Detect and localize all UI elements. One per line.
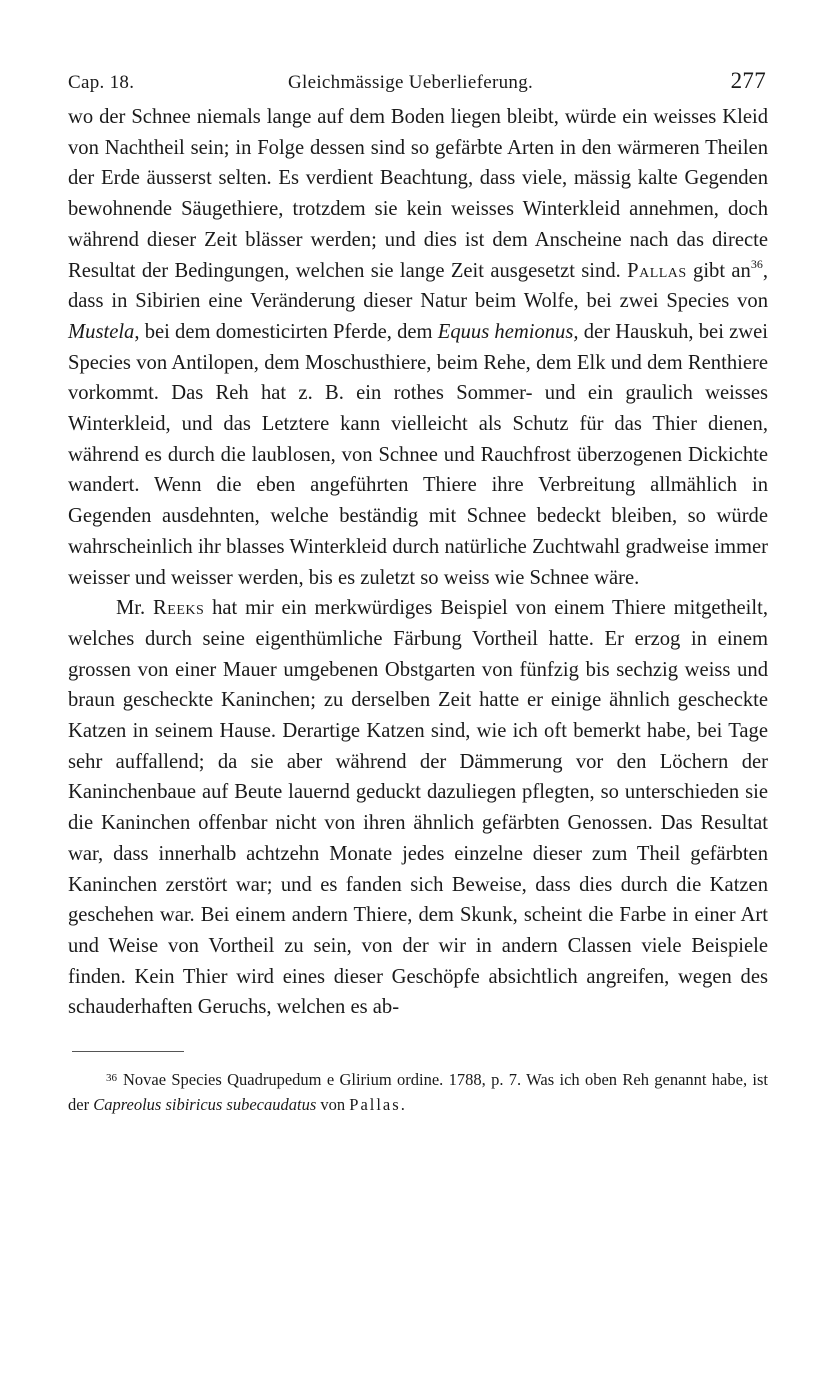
para1-text-2: gibt an	[686, 259, 751, 282]
page-number: 277	[730, 68, 766, 93]
footnote-text-2: von	[316, 1095, 350, 1115]
footnote-ref[interactable]: 36	[750, 256, 763, 271]
footnote-author: Pallas	[349, 1095, 401, 1115]
footnote-text-1: Novae Species Quadrupedum e Glirium ordine. 1788, p. 7. Was ich oben Reh genannt habe, ist der	[68, 1070, 768, 1115]
book-page	[68, 68, 768, 1117]
footnote	[68, 1066, 768, 1117]
para1-text-4: , bei dem domesticirten Pferde, dem	[134, 320, 438, 343]
paragraph-2	[68, 593, 768, 1023]
footnote-divider	[72, 1051, 184, 1052]
footnote-number: 36	[106, 1072, 117, 1085]
para2-text-2: hat mir ein merkwürdiges Beispiel von einem Thiere mitgetheilt, welches durch seine eigenthümliche Färbung Vortheil hatte. Er erzog in einem grossen von einer Mauer umgebenen Obstgarten von fünfzig bis sechzig weiss und braun gescheckte Kaninchen; zu derselben Zeit hatte er einige ähnlich gescheckte Katzen in seinem Hause. Derartige Katzen sind, wie ich oft bemerkt habe, bei Tage sehr auffallend; da sie aber während der Dämmerung vor den Löchern der Kaninchenbaue auf Beute lauernd geduckt dazuliegen pflegten, so unterschieden sie die Kaninchen offenbar nicht von ihren ähnlich gefärbten Genossen. Das Resultat war, dass innerhalb achtzehn Monate jedes einzelne dieser zum Theil gefärbten Kaninchen zerstört war; und es fanden sich Beweise, dass dies durch die Katzen geschehen war. Bei einem andern Thiere, dem Skunk, scheint die Farbe in einer Art und Weise von Vortheil zu sein, von der wir in andern Classen viele Beispiele finden. Kein Thier wird eines dieser Geschöpfe absichtlich angreifen, wegen des schauderhaften Geruchs, welchen es ab-	[68, 597, 768, 1019]
running-title: Gleichmässige Ueberlieferung.	[288, 72, 534, 93]
body-text	[68, 102, 768, 1023]
author-pallas: Pallas	[627, 259, 687, 282]
footnote-species: Capreolus sibiricus subecaudatus	[93, 1095, 317, 1115]
genus-mustela: Mustela	[68, 320, 135, 343]
para2-text-1: Mr.	[116, 597, 154, 620]
footnote-text-3: .	[400, 1095, 405, 1115]
running-head	[68, 68, 768, 102]
chapter-label: Cap. 18.	[68, 72, 135, 93]
species-equus: Equus hemionus,	[437, 320, 579, 343]
para1-text-5: der Hauskuh, bei zwei Species von Antilopen, dem Moschusthiere, beim Rehe, dem Elk und dem Renthiere vorkommt. Das Reh hat z. B. ein rothes Sommer- und ein graulich weisses Winterkleid, und das Letztere kann vielleicht als Schutz für das Thier dienen, während es durch die laublosen, von Schnee und Rauchfrost überzogenen Dickichte wandert. Wenn die eben angeführten Thiere ihre Verbreitung allmählich in Gegenden ausdehnten, welche beständig mit Schnee bedeckt bleiben, so würde wahrscheinlich ihr blasses Winterkleid durch natürliche Zuchtwahl gradweise immer weisser und weisser werden, bis es zuletzt so weiss wie Schnee wäre.	[68, 320, 768, 589]
para1-text-1: wo der Schnee niemals lange auf dem Boden liegen bleibt, würde ein weisses Kleid von Nachtheil sein; in Folge dessen sind so gefärbte Arten in den wärmeren Theilen der Erde äusserst selten. Es verdient Beachtung, dass viele, mässig kalte Gegenden bewohnende Säugethiere, trotzdem sie kein weisses Winterkleid annehmen, doch während dieser Zeit blässer werden; und dies ist dem Anscheine nach das directe Resultat der Bedingungen, welchen sie lange Zeit ausgesetzt sind.	[68, 106, 768, 282]
para1-text-3: , dass in Sibirien eine Veränderung dieser Natur beim Wolfe, bei zwei Species von	[68, 259, 768, 313]
author-reeks: Reeks	[153, 597, 205, 620]
paragraph-1	[68, 102, 768, 593]
